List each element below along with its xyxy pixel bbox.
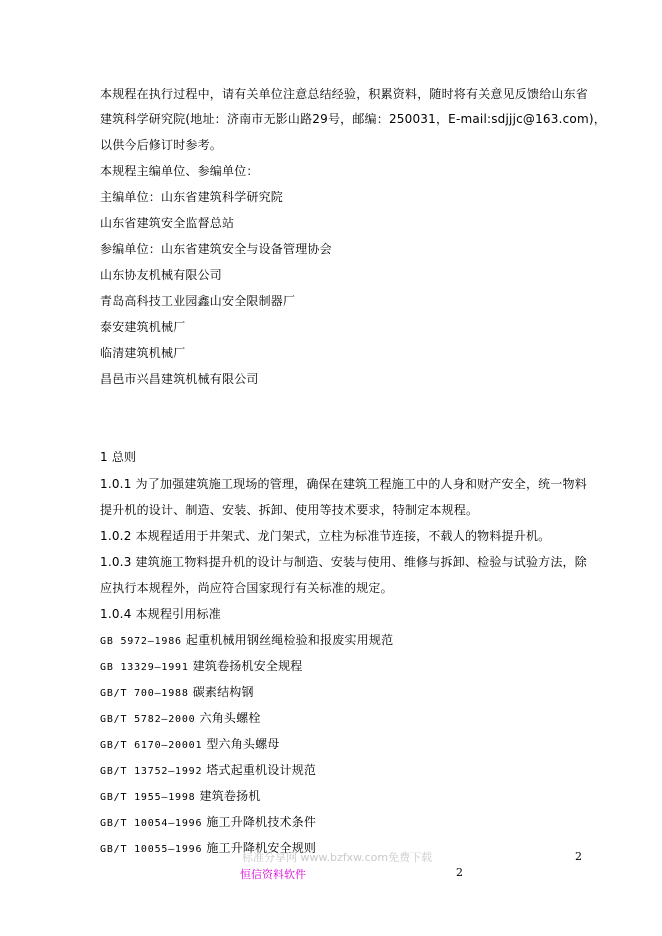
standard-name: 塔式起重机设计规范 xyxy=(206,763,317,777)
standard-code: GB/T 13752—1992 xyxy=(100,766,203,777)
standard-code: GB/T 5782—2000 xyxy=(100,714,196,725)
clause-1-0-1-line-2: 提升机的设计、制造、安装、拆卸、使用等技术要求，特制定本规程。 xyxy=(100,503,479,517)
preface-line-1: 本规程在执行过程中，请有关单位注意总结经验，积累资料，随时将有关意见反馈给山东省 xyxy=(100,87,589,101)
standard-name: 型六角头螺母 xyxy=(206,737,280,751)
units-heading: 本规程主编单位、参编单位： xyxy=(100,164,259,178)
chief-editor: 主编单位：山东省建筑科学研究院 xyxy=(100,190,284,204)
standard-row xyxy=(100,814,316,832)
clause-1-0-4: 1.0.4 本规程引用标准 xyxy=(100,607,221,621)
preface-line-2: 建筑科学研究院(地址：济南市无影山路29号，邮编：250031，E-mail:sdjjjc@163.com)， xyxy=(100,112,606,126)
watermark-text: 标准分享网 www.bzfxw.com免费下载 xyxy=(242,851,433,864)
co-editor-item: 泰安建筑机械厂 xyxy=(100,320,186,334)
clause-1-0-3-line-1: 1.0.3 建筑施工物料提升机的设计与制造、安装与使用、维修与拆卸、检验与试验方法，除 xyxy=(100,555,587,569)
co-editor-item: 昌邑市兴昌建筑机械有限公司 xyxy=(100,372,259,386)
co-editor-item: 临清建筑机械厂 xyxy=(100,346,186,360)
preface-line-3: 以供今后修订时参考。 xyxy=(100,138,223,152)
standard-row xyxy=(100,788,261,806)
standard-code: GB/T 10055—1996 xyxy=(100,844,203,855)
standard-code: GB/T 700—1988 xyxy=(100,688,189,699)
co-editor-item: 山东协友机械有限公司 xyxy=(100,268,223,282)
co-editor-item: 青岛高科技工业园鑫山安全限制器厂 xyxy=(100,294,296,308)
standard-code: GB 13329—1991 xyxy=(100,662,189,673)
standard-name: 起重机械用钢丝绳检验和报废实用规范 xyxy=(185,633,394,647)
chapter-title: 1 总则 xyxy=(100,450,137,464)
standard-name: 碳素结构钢 xyxy=(192,685,254,699)
standard-code: GB/T 6170—20001 xyxy=(100,740,203,751)
chief-editor-2: 山东省建筑安全监督总站 xyxy=(100,216,235,230)
standard-name: 施工升降机安全规则 xyxy=(206,841,317,855)
standard-row xyxy=(100,632,393,650)
standard-row xyxy=(100,684,254,702)
standard-row xyxy=(100,710,261,728)
standard-name: 建筑卷扬机安全规程 xyxy=(192,659,303,673)
clause-1-0-3-line-2: 应执行本规程外，尚应符合国家现行有关标准的规定。 xyxy=(100,581,393,595)
page-number-center: 2 xyxy=(456,866,463,879)
clause-1-0-2: 1.0.2 本规程适用于井架式、龙门架式，立柱为标准节连接，不载人的物料提升机。 xyxy=(100,529,551,543)
clause-1-0-1-line-1: 1.0.1 为了加强建筑施工现场的管理，确保在建筑工程施工中的人身和财产安全，统一物料 xyxy=(100,477,587,491)
standard-name: 建筑卷扬机 xyxy=(199,789,261,803)
footer-brand: 恒信资料软件 xyxy=(240,868,306,881)
standard-row xyxy=(100,736,280,754)
standard-name: 六角头螺栓 xyxy=(199,711,261,725)
standard-row xyxy=(100,762,316,780)
standard-code: GB/T 1955—1998 xyxy=(100,792,196,803)
standard-code: GB 5972—1986 xyxy=(100,636,182,647)
co-editor: 参编单位：山东省建筑安全与设备管理协会 xyxy=(100,242,332,256)
standard-code: GB/T 10054—1996 xyxy=(100,818,203,829)
standard-name: 施工升降机技术条件 xyxy=(206,815,317,829)
page-number-right: 2 xyxy=(575,850,582,863)
standard-row xyxy=(100,658,303,676)
